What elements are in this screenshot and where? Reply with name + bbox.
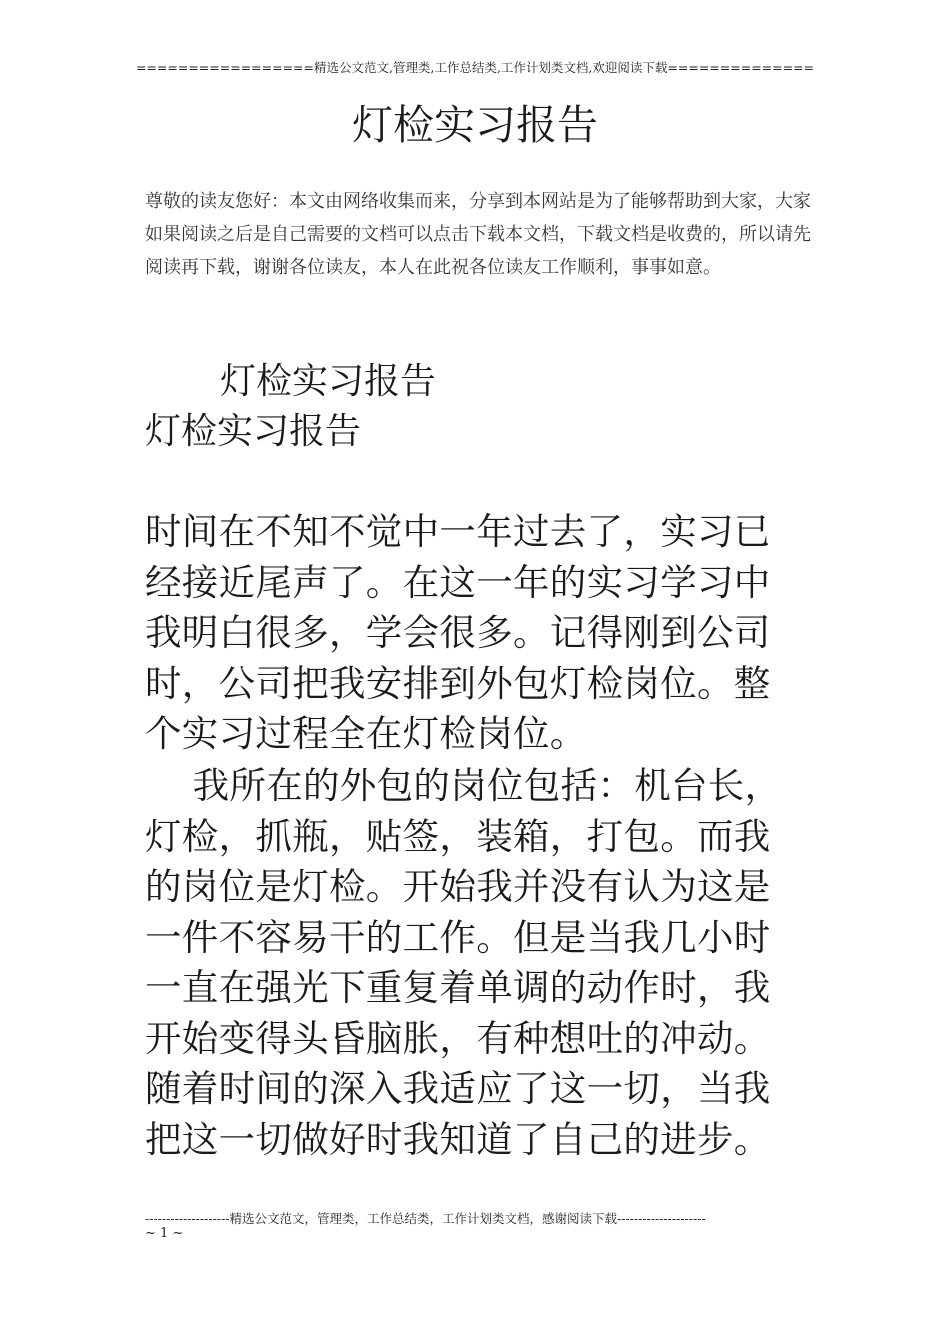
paragraph-line: 一件不容易干的工作。但是当我几小时: [145, 915, 771, 959]
greeting-notice: 尊敬的读友您好：本文由网络收集而来，分享到本网站是为了能够帮助到大家，大家如果阅读之后是自己需要的文档可以点击下载本文档，下载文档是收费的，所以请先阅读再下载，谢谢各位读友，本人在此祝各位读友工作顺利，事事如意。: [145, 191, 811, 278]
paragraph-line: 开始变得头昏脑胀，有种想吐的冲动。: [145, 1016, 771, 1060]
footer-banner: --------------------精选公文范文，管理类，工作总结类，工作计划类文档，感谢阅读下载---------------------: [145, 1211, 706, 1226]
paragraph-line: 一直在强光下重复着单调的动作时，我: [145, 966, 771, 1009]
paragraph-1: [145, 507, 805, 760]
paragraph-2: [145, 761, 805, 1165]
paragraph-line: 我明白很多，学会很多。记得刚到公司: [145, 611, 771, 654]
paragraph-line: 灯检，抓瓶，贴签，装箱，打包。而我: [145, 814, 771, 858]
paragraph-line: 时间在不知不觉中一年过去了，实习已: [145, 510, 771, 553]
paragraph-line: 把这一切做好时我知道了自己的进步。: [145, 1117, 771, 1161]
header-banner: =================精选公文范文,管理类,工作总结类,工作计划类文档,欢迎阅读下载==============: [135, 60, 815, 75]
paragraph-line: 我所在的外包的岗位包括：机台长，: [145, 764, 782, 807]
paragraph-line: 经接近尾声了。在这一年的实习学习中: [145, 560, 771, 604]
page-number: ~ 1 ~: [145, 1226, 184, 1241]
paragraph-line: 时，公司把我安排到外包灯检岗位。整: [145, 661, 771, 705]
document-title: 灯检实习报告: [352, 101, 598, 149]
paragraph-line: 随着时间的深入我适应了这一切，当我: [145, 1067, 771, 1110]
paragraph-line: 的岗位是灯检。开始我并没有认为这是: [145, 865, 771, 908]
subtitle-plain: 灯检实习报告: [145, 411, 362, 452]
paragraph-line: 个实习过程全在灯检岗位。: [145, 712, 587, 755]
subtitle-indented: 灯检实习报告: [220, 361, 437, 402]
